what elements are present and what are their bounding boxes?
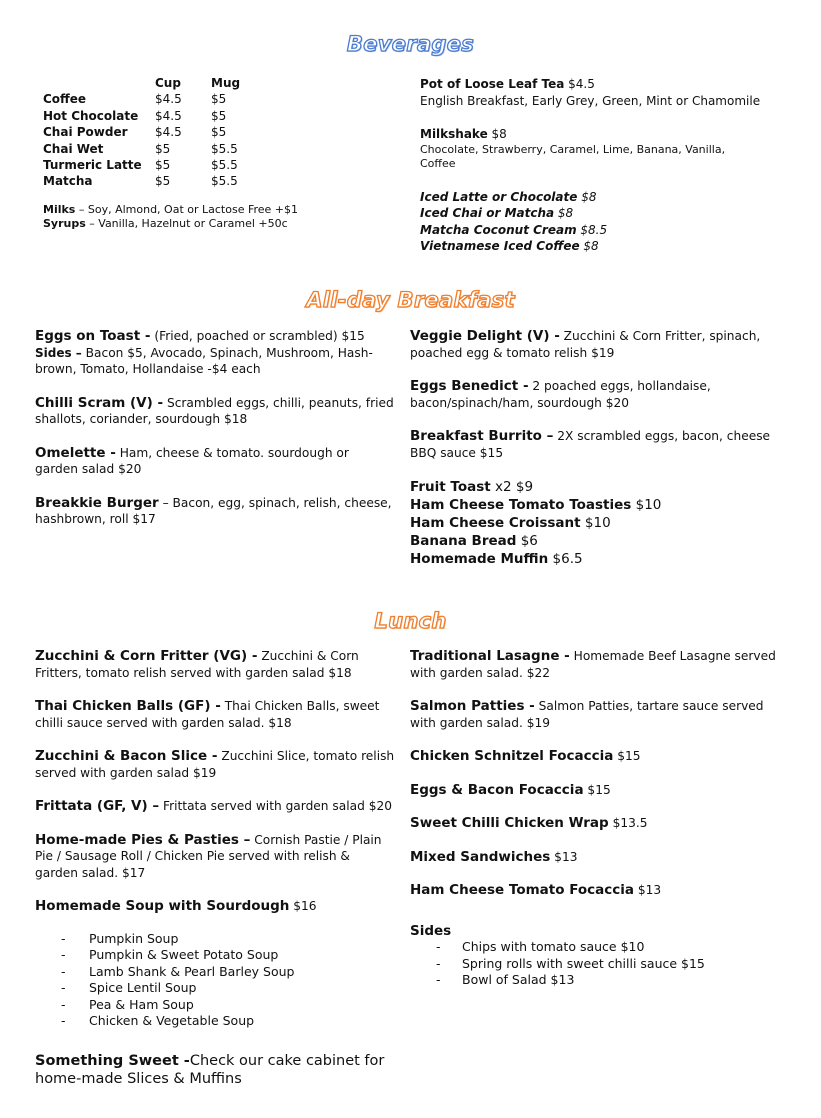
menu-item: Veggie Delight (V) - Zucchini & Corn Fritter, spinach, poached egg & tomato relish $19 <box>410 328 761 360</box>
iced-item: Iced Chai or Matcha $8 <box>420 206 574 220</box>
table-row: Matcha $5 $5.5 <box>43 174 238 189</box>
lunch-title: Lunch <box>374 609 447 633</box>
menu-item: Breakkie Burger – Bacon, egg, spinach, relish, cheese, hashbrown, roll $17 <box>35 494 392 526</box>
menu-item: Eggs & Bacon Focaccia $15 <box>410 781 611 798</box>
menu-item: Eggs on Toast - (Fried, poached or scrambled) $15 <box>35 328 365 344</box>
list-item: - Chips with tomato sauce $10 <box>410 939 785 956</box>
list-item: - Pumpkin & Sweet Potato Soup <box>35 947 395 964</box>
lunch-left <box>35 648 395 1088</box>
menu-item: Salmon Patties - Salmon Patties, tartare sauce served with garden salad. $19 <box>410 698 764 730</box>
quick-item: Homemade Muffin $6.5 <box>410 551 583 567</box>
milkshake-item: Milkshake $8 <box>420 127 507 141</box>
table-row: Hot Chocolate $4.5 $5 <box>43 108 227 123</box>
breakfast-left <box>35 328 395 545</box>
menu-item: Chilli Scram (V) - Scrambled eggs, chilli, peanuts, fried shallots, coriander, sourdough $18 <box>35 394 394 426</box>
milkshake-options: Chocolate, Strawberry, Caramel, Lime, Banana, Vanilla, Coffee <box>420 142 726 170</box>
tea-options: English Breakfast, Early Grey, Green, Mint or Chamomile <box>420 93 761 108</box>
list-item: - Chicken & Vegetable Soup <box>35 1013 395 1030</box>
menu-item: Chicken Schnitzel Focaccia $15 <box>410 748 641 764</box>
lunch-right <box>410 648 785 989</box>
list-item: - Pea & Ham Soup <box>35 997 395 1014</box>
soup-list <box>35 931 395 1031</box>
menu-item: Thai Chicken Balls (GF) - Thai Chicken Balls, sweet chilli sauce served with garden salad. $18 <box>35 698 380 730</box>
mug-header: Mug <box>211 76 241 90</box>
table-row: Chai Wet $5 $5.5 <box>43 141 238 156</box>
lunch-sides-title: Sides <box>410 922 452 939</box>
table-row: Turmeric Latte $5 $5.5 <box>43 157 238 172</box>
menu-item: Home-made Pies & Pasties – Cornish Pastie / Plain Pie / Sausage Roll / Chicken Pie served with relish & garden salad. $17 <box>35 831 382 880</box>
menu-item: Zucchini & Bacon Slice - Zucchini Slice, tomato relish served with garden salad $19 <box>35 748 395 780</box>
quick-item: Fruit Toast x2 $9 <box>410 479 534 495</box>
list-item: - Lamb Shank & Pearl Barley Soup <box>35 964 395 981</box>
menu-item: Ham Cheese Tomato Focaccia $13 <box>410 882 662 898</box>
milks-note: Milks – Soy, Almond, Oat or Lactose Free +$1 <box>43 202 299 216</box>
soup-item: Homemade Soup with Sourdough $16 <box>35 898 317 914</box>
iced-item: Iced Latte or Chocolate $8 <box>420 189 597 204</box>
quick-item: Banana Bread $6 <box>410 533 538 549</box>
cup-header: Cup <box>155 76 181 90</box>
menu-item: Traditional Lasagne - Homemade Beef Lasagne served with garden salad. $22 <box>410 648 776 680</box>
menu-item: Omelette - Ham, cheese & tomato. sourdough or garden salad $20 <box>35 444 349 476</box>
list-item: - Pumpkin Soup <box>35 931 395 948</box>
quick-item: Ham Cheese Croissant $10 <box>410 515 611 531</box>
something-sweet: Something Sweet -Check our cake cabinet for home-made Slices & Muffins <box>35 1053 385 1088</box>
menu-item: Mixed Sandwiches $13 <box>410 848 578 865</box>
beverages-price-table <box>43 76 298 232</box>
list-item: - Bowl of Salad $13 <box>410 972 785 989</box>
list-item: - Spice Lentil Soup <box>35 980 395 997</box>
breakfast-sides: Sides – Bacon $5, Avocado, Spinach, Mushroom, Hash-brown, Tomato, Hollandaise -$4 each <box>35 345 373 376</box>
list-item: - Spring rolls with sweet chilli sauce $15 <box>410 956 785 973</box>
menu-item: Sweet Chilli Chicken Wrap $13.5 <box>410 815 648 831</box>
table-row: Coffee $4.5 $5 <box>43 92 227 107</box>
breakfast-right <box>410 328 780 568</box>
breakfast-title: All-day Breakfast <box>306 288 515 312</box>
iced-item: Vietnamese Iced Coffee $8 <box>420 239 599 253</box>
menu-item: Frittata (GF, V) – Frittata served with garden salad $20 <box>35 798 392 814</box>
menu-item: Eggs Benedict - 2 poached eggs, hollandaise, bacon/spinach/ham, sourdough $20 <box>410 378 711 410</box>
menu-item: Zucchini & Corn Fritter (VG) - Zucchini & Corn Fritters, tomato relish served with garden salad $18 <box>35 648 359 680</box>
syrups-note: Syrups – Vanilla, Hazelnut or Caramel +50c <box>43 217 288 231</box>
iced-item: Matcha Coconut Cream $8.5 <box>420 222 608 237</box>
table-row: Chai Powder $4.5 $5 <box>43 125 227 140</box>
sides-list <box>410 939 785 989</box>
menu-item: Breakfast Burrito – 2X scrambled eggs, bacon, cheese BBQ sauce $15 <box>410 428 771 460</box>
beverages-title: Beverages <box>346 32 475 56</box>
beverages-right <box>420 76 800 255</box>
tea-item: Pot of Loose Leaf Tea $4.5 <box>420 77 595 91</box>
quick-item: Ham Cheese Tomato Toasties $10 <box>410 497 662 513</box>
